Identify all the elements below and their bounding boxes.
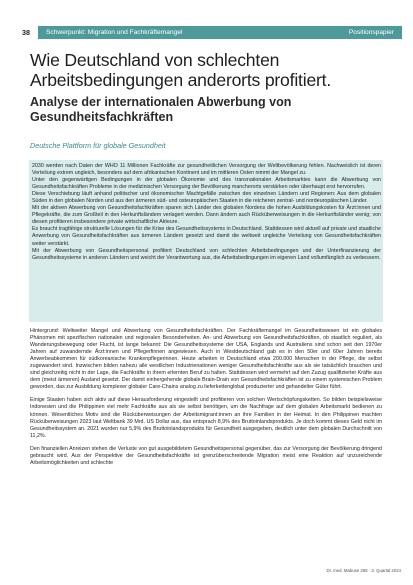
article-subtitle: Analyse der internationalen Abwerbung von Gesundheitsfachkräften [30, 95, 292, 124]
header-band [38, 26, 402, 39]
summary-paragraph: Es braucht tragfähige strukturelle Lösungen für die Krise des Gesundheitssystems in Deutschland. Stattdessen wird aktuell auf private und staatliche Anwerbung von Gesundheitsfachkräften aus ärmeren Ländern gesetzt und damit die weltweit ungleiche Verteilung von Gesundheitsfachkräften weiter verstärkt. [32, 226, 381, 247]
summary-paragraph: Mit der Abwerbung von Gesundheitspersonal profitiert Deutschland von schlechten Arbeitsbedingungen und der Unterfinanzierung der Gesundheitssysteme in anderen Ländern und weicht der Verantwortung aus, die Arbeitsbedingungen im eigenen Land vollumfänglich zu verbessern. [32, 247, 381, 261]
category-label: Positionspapier [348, 29, 394, 36]
page-number: 38 [22, 28, 30, 37]
summary-paragraph: Diese Verschiebung läuft anhand politischer und ökonomischer Machtgefälle zwischen den einzelnen Ländern und Regionen: Aus dem globalen Süden in den globalen Norden und aus den ärmeren süd- und osteuropäischen Staaten in die reicheren zentral- und nordeuropäischen Länder. [32, 191, 381, 205]
summary-text [32, 163, 381, 262]
running-header [20, 26, 402, 39]
article-body [30, 328, 382, 473]
body-paragraph: Hintergrund: Weltweiter Mangel und Abwerbung von Gesundheitsfachkräften. Der Fachkräftemangel im Gesundheitswesen ist ein globales Phänomen mit spezifischen nationalen und regionalen Besonderheiten. An- und Abwerbung von Gesundheitsfachkräften, ob staatlich reguliert, als Wanderungsbewegung oder Flucht, ist lange bekannt: Die Gesundheitssysteme der USA, Englands und Australiens sind schon seit den 1970er Jahren auf zuwandernde Ärzt:innen und Pflegerfinnen angewiesen. Auch in Westdeutschland gab es in den 50er und 60er Jahren bereits Anwerbeabkommen für südkoreanische Krankenpflegerinnen. Heute arbeiten in Deutschland etwa 200.000 Menschen in der Pflege, die selbst zugewandert sind. Inzwischen bilden nahezu alle westlichen Industrienationen weniger Gesundheitsfachkräfte aus als sie tatsächlich brauchen und sind gleichzeitig nicht in der Lage, die Fachkräfte in ihrem erlernten Beruf zu halten. Stattdessen wird vermehrt auf den Zuzug qualifizierter Kräfte aus dem (meist ärmeren) Ausland gesetzt. Der damit einhergehende globale Brain-Drain von Gesundheitsfachkräften ist zu einem systemischen Problem geworden, das zur Ausbildung komplexer globaler Care-Chains analog zu lieferkettenglobal produzierter und gehandelter Güter führt. [30, 328, 382, 391]
article-title: Wie Deutschland von schlechten Arbeitsbedingungen anderorts profitiert. [30, 50, 332, 90]
section-title: Schwerpunkt: Migration und Fachkräftemangel [46, 29, 183, 36]
summary-paragraph: Unter den gegenwärtigen Bedingungen in der globalen Ökonomie und des transnationalen Arbeitsmarktes kann die Abwerbung von Gesundheitsfachkräften Probleme in der medizinischen Versorgung der Bevölkerung mancherorts verstärken oder überhaupt erst hervorrufen. [32, 177, 381, 191]
summary-paragraph: 2030 werden nach Daten der WHO 11 Millionen Fachkräfte zur gesundheitlichen Versorgung der Weltbevölkerung fehlen. Nachweislich ist deren Verteilung extrem ungleich, besonders auf dem afrikanischen Kontinent und im mittleren Osten nimmt der Mangel zu. [32, 163, 381, 177]
page-footer: Dr. med. Mabuse 268 · 3. Quartal 2024 [326, 568, 401, 573]
article-source: Deutsche Plattform für globale Gesundheit [30, 141, 166, 150]
body-paragraph: Den finanziellen Anreizen stehen die Verluste von gut ausgebildetem Gesundheitspersonal gegenüber, das zur Versorgung der Bevölkerung dringend gebraucht wird. Aus der Perspektive der Gesundheitsfachkräfte ist grenzüberschreitende Migration meist eine Reaktion auf unzureichende Arbeitsmöglichkeiten und schlechte [30, 445, 382, 466]
body-paragraph: Einige Staaten haben sich aktiv auf diese Herausforderung eingestellt und profitieren von solchen Wertschöpfungsketten. So bilden beispielsweise Indonesien und die Philippinen viel mehr Fachkräfte aus als sie selbst benötigen, um die Nachfrage auf dem globalen Arbeitsmarkt bedienen zu können. Wesentliches Motiv sind die Rücküberweisungen der Arbeitsmigrant:innen an ihre Familien in der Heimat. In den Philippinen machten Rücküberweisungen 2023 laut Weltbank 39 Mrd. US Dollar aus, das entsprach 8,9% des Bruttoinlandsprodukts. Je doch kommt dieses Geld nicht im Gesundheitssystem an. 2021 wurden nur 5,9% des Bruttoinlandsprodukts für Gesundheit ausgegeben, deutlich unter dem globalen Durchschnitt von 11,2%. [30, 397, 382, 439]
summary-paragraph: Mit der aktiven Abwerbung von Gesundheitsfachkräften sparen sich Länder des globalen Nordens die hohen Ausbildungskosten für Ärzt:innen und Pflegekräfte, die zum Großteil in den Herkunftsländern verlagert werden. Dann ändern auch Rücküberweisungen in die Herkunftsländer wenig; von diesen profitieren insbesondere private wirtschaftliche Akteure. [32, 205, 381, 226]
